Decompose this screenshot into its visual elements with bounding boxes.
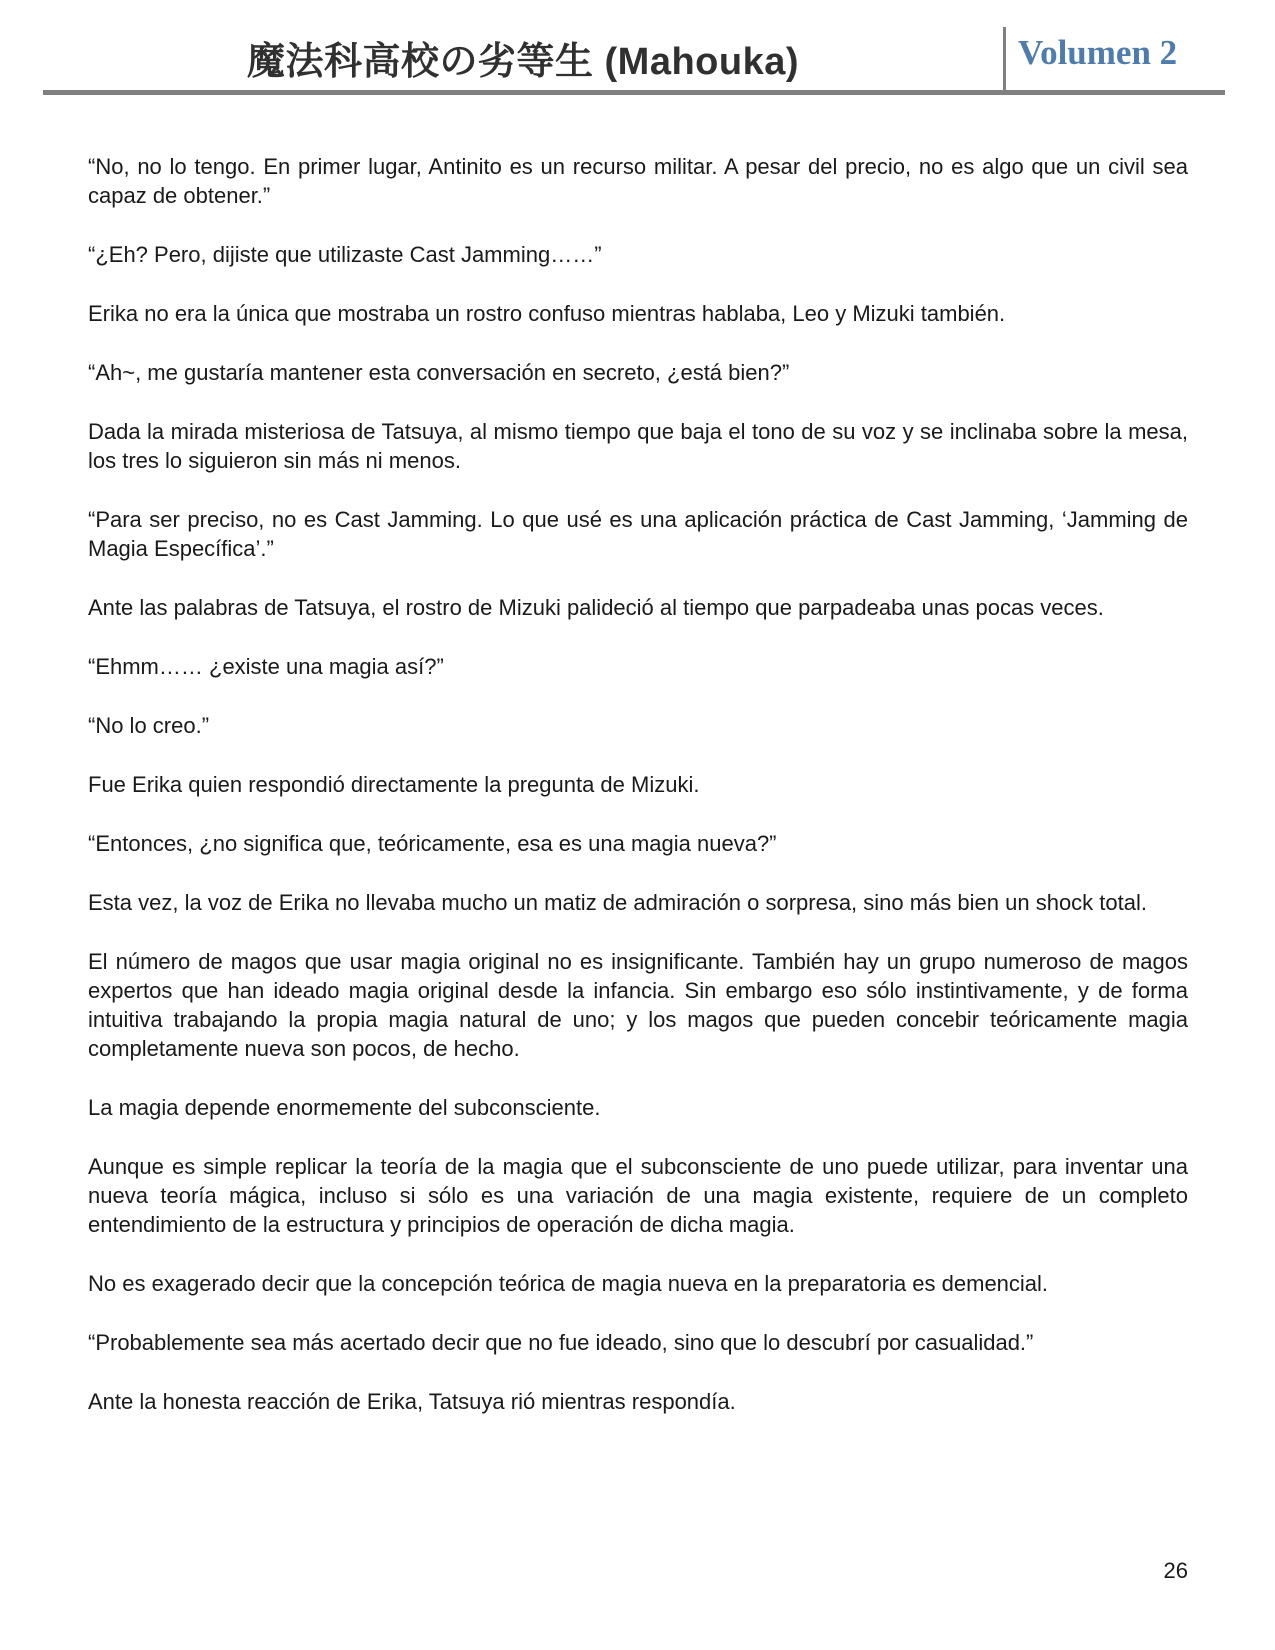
volume-label: Volumen 2 (1018, 33, 1178, 72)
header-divider-bar (1003, 27, 1006, 90)
paragraph: “Probablemente sea más acertado decir que no fue ideado, sino que lo descubrí por casualidad.” (88, 1330, 1034, 1355)
page-number: 26 (1163, 1558, 1188, 1583)
header-rule (43, 90, 1225, 95)
paragraph: Aunque es simple replicar la teoría de la magia que el subconsciente de uno puede utilizar, para inventar una nueva teoría mágica, incluso si sólo es una variación de una magia existente, requiere de un completo entendimiento de la estructura y principios de operación de dicha magia. (88, 1154, 1188, 1237)
paragraph: Fue Erika quien respondió directamente la pregunta de Mizuki. (88, 772, 700, 797)
paragraph: “Para ser preciso, no es Cast Jamming. Lo que usé es una aplicación práctica de Cast Jamming, ‘Jamming de Magia Específica’.” (88, 507, 1188, 561)
paragraph: Erika no era la única que mostraba un rostro confuso mientras hablaba, Leo y Mizuki también. (88, 301, 1006, 326)
paragraph: Ante la honesta reacción de Erika, Tatsuya rió mientras respondía. (88, 1389, 736, 1414)
paragraph: La magia depende enormemente del subconsciente. (88, 1095, 601, 1120)
paragraph: “Entonces, ¿no significa que, teóricamente, esa es una magia nueva?” (88, 831, 777, 856)
paragraph: “Ah~, me gustaría mantener esta conversación en secreto, ¿está bien?” (88, 360, 790, 385)
document-title: 魔法科高校の劣等生 (Mahouka) (246, 41, 800, 83)
paragraph: No es exagerado decir que la concepción teórica de magia nueva en la preparatoria es demencial. (88, 1271, 1049, 1296)
paragraph: El número de magos que usar magia original no es insignificante. También hay un grupo numeroso de magos expertos que han ideado magia original desde la infancia. Sin embargo eso sólo instintivamente, y de forma intuitiva trabajando la propia magia natural de uno; y los magos que pueden concebir teóricamente magia completamente nueva son pocos, de hecho. (88, 949, 1188, 1061)
paragraph: “No lo creo.” (88, 713, 210, 738)
paragraphs (88, 152, 1188, 1446)
page-header (0, 0, 1275, 96)
paragraph: “No, no lo tengo. En primer lugar, Antinito es un recurso militar. A pesar del precio, no es algo que un civil sea capaz de obtener.” (88, 154, 1188, 208)
paragraph: Dada la mirada misteriosa de Tatsuya, al mismo tiempo que baja el tono de su voz y se inclinaba sobre la mesa, los tres lo siguieron sin más ni menos. (88, 419, 1188, 473)
paragraph: Esta vez, la voz de Erika no llevaba mucho un matiz de admiración o sorpresa, sino más bien un shock total. (88, 890, 1147, 915)
paragraph: “Ehmm…… ¿existe una magia así?” (88, 654, 444, 679)
paragraph: “¿Eh? Pero, dijiste que utilizaste Cast Jamming……” (88, 242, 602, 267)
paragraph: Ante las palabras de Tatsuya, el rostro de Mizuki palideció al tiempo que parpadeaba unas pocas veces. (88, 595, 1104, 620)
